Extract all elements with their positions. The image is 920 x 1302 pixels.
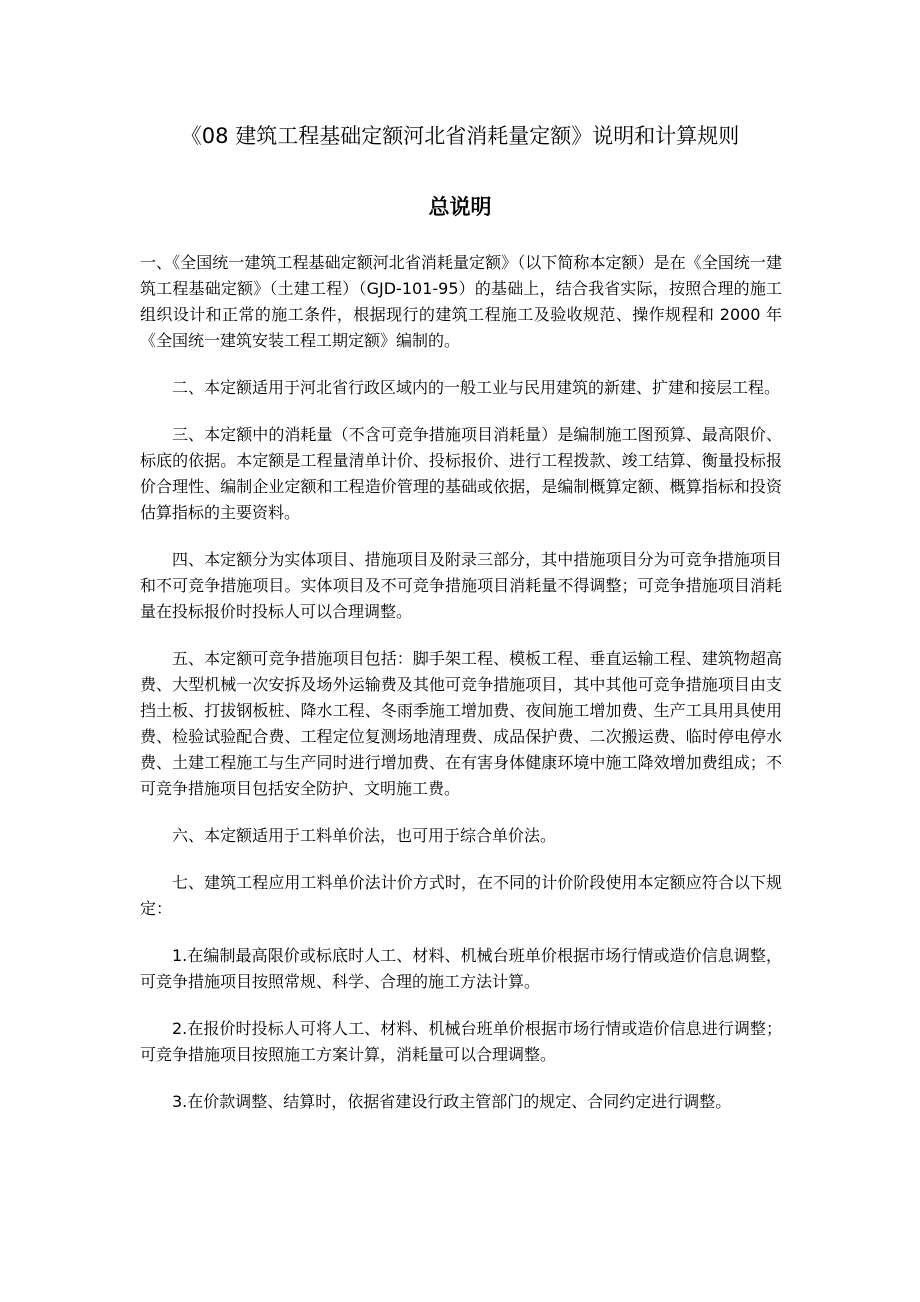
paragraph-4: 四、本定额分为实体项目、措施项目及附录三部分，其中措施项目分为可竞争措施项目和不可竞争措施项目。实体项目及不可竞争措施项目消耗量不得调整；可竞争措施项目消耗量在投标报价时投标人可以合理调整。 (140, 550, 782, 621)
section-title: 总说明 (428, 195, 492, 219)
paragraph-1: 一、《全国统一建筑工程基础定额河北省消耗量定额》（以下简称本定额）是在《全国统一建筑工程基础定额》（土建工程）（GJD-101-95）的基础上，结合我省实际，按照合理的施工组织设计和正常的施工条件，根据现行的建筑工程施工及验收规范、操作规程和 2000 年《全国统一建筑安装工程工期定额》编制的。 (140, 253, 782, 350)
document-title: 《08 建筑工程基础定额河北省消耗量定额》说明和计算规则 (180, 124, 740, 148)
paragraph-2: 二、本定额适用于河北省行政区域内的一般工业与民用建筑的新建、扩建和接层工程。 (172, 378, 781, 397)
paragraph-7-item-2: 2.在报价时投标人可将人工、材料、机械台班单价根据市场行情或造价信息进行调整；可竞争措施项目按照施工方案计算，消耗量可以合理调整。 (140, 1019, 782, 1064)
paragraph-7-item-1: 1.在编制最高限价或标底时人工、材料、机械台班单价根据市场行情或造价信息调整，可竞争措施项目按照常规、科学、合理的施工方法计算。 (140, 946, 782, 991)
paragraph-6: 六、本定额适用于工料单价法，也可用于综合单价法。 (172, 826, 557, 845)
paragraph-3: 三、本定额中的消耗量（不含可竞争措施项目消耗量）是编制施工图预算、最高限价、标底的依据。本定额是工程量清单计价、投标报价、进行工程拨款、竣工结算、衡量投标报价合理性、编制企业定额和工程造价管理的基础或依据，是编制概算定额、概算指标和投资估算指标的主要资料。 (140, 425, 782, 522)
paragraph-7-item-3: 3.在价款调整、结算时，依据省建设行政主管部门的规定、合同约定进行调整。 (172, 1092, 732, 1111)
paragraph-7: 七、建筑工程应用工料单价法计价方式时，在不同的计价阶段使用本定额应符合以下规定： (140, 873, 782, 918)
paragraph-5: 五、本定额可竞争措施项目包括：脚手架工程、模板工程、垂直运输工程、建筑物超高费、大型机械一次安拆及场外运输费及其他可竞争措施项目，其中其他可竞争措施项目由支挡土板、打拔钢板桩、降水工程、冬雨季施工增加费、夜间施工增加费、生产工具用具使用费、检验试验配合费、工程定位复测场地清理费、成品保护费、二次搬运费、临时停电停水费、土建工程施工与生产同时进行增加费、在有害身体健康环境中施工降效增加费组成；不可竞争措施项目包括安全防护、文明施工费。 (140, 649, 782, 798)
document-body (140, 250, 782, 1136)
